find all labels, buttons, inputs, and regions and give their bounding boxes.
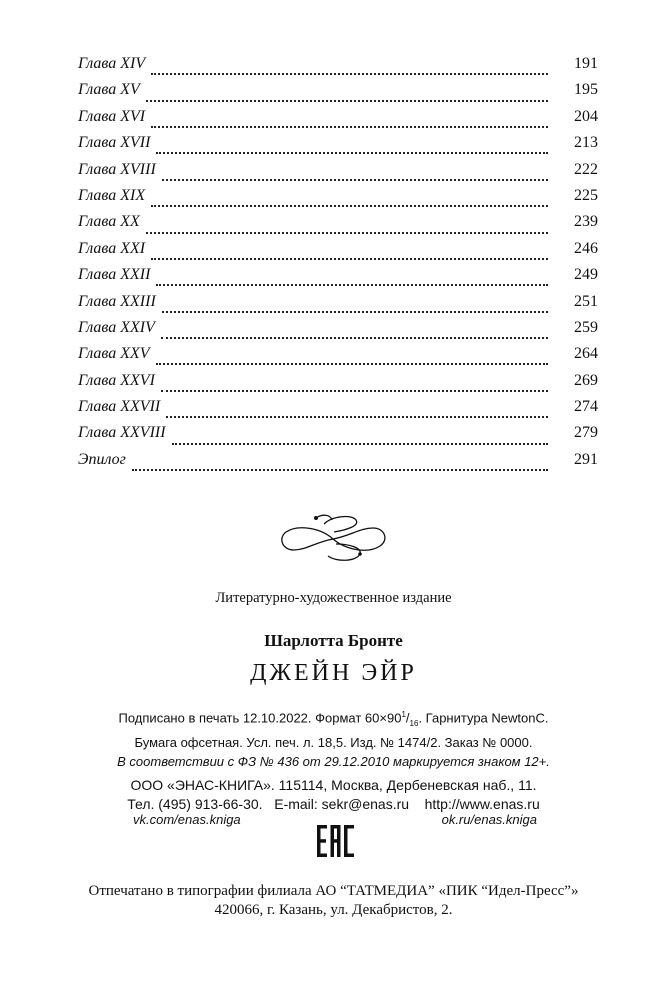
toc-entry-title: Глава XIV (78, 55, 146, 72)
toc-leader-dots (151, 205, 548, 207)
toc-entry-page: 222 (574, 160, 598, 178)
toc-entry-title: Глава XX (78, 213, 140, 231)
toc-leader-dots (161, 337, 548, 339)
toc-entry[interactable] (78, 240, 598, 266)
toc-entry-title: Глава XXII (78, 266, 151, 284)
toc-leader-dots (146, 232, 548, 234)
toc-entry[interactable] (78, 134, 598, 160)
toc-leader-dots (166, 416, 548, 418)
toc-entry-title: Глава XXIV (78, 318, 155, 336)
toc-entry[interactable] (78, 451, 598, 477)
toc-entry-page: 239 (574, 213, 598, 231)
toc-entry-title: Глава XVI (78, 107, 146, 125)
flourish-ornament-icon (276, 510, 391, 568)
toc-entry[interactable] (78, 161, 598, 187)
toc-entry-page: 269 (574, 371, 598, 389)
book-title: ДЖЕЙН ЭЙР (250, 660, 417, 686)
book-author: Шарлотта Бронте (264, 631, 403, 650)
toc-entry-page: 246 (574, 239, 598, 257)
publisher-contacts: Тел. (495) 913-66-30. E-mail: sekr@enas.ru http://www.enas.ru (127, 796, 540, 812)
toc-entry-page: 279 (574, 424, 598, 442)
toc-entry[interactable] (78, 55, 598, 81)
eac-mark-icon (317, 825, 354, 857)
toc-entry[interactable] (78, 81, 598, 107)
toc-entry-page: 204 (574, 107, 598, 125)
toc-entry-page: 259 (574, 318, 598, 336)
imprint-line-2: Бумага офсетная. Усл. печ. л. 18,5. Изд. № 1474/2. Заказ № 0000. (134, 734, 533, 750)
toc-leader-dots (162, 311, 548, 313)
toc-entry[interactable] (78, 266, 598, 292)
printer-address: 420066, г. Казань, ул. Декабристов, 2. (214, 902, 453, 918)
imprint-line-1: Подписано в печать 12.10.2022. Формат $60\times 90^1/_{16}$. Гарнитура NewtonC. (118, 710, 549, 728)
toc-entry[interactable] (78, 345, 598, 371)
printer-block (0, 882, 667, 920)
imprint-block (0, 705, 667, 771)
toc-entry-page: 291 (574, 450, 598, 468)
publisher-block (0, 776, 667, 814)
toc-leader-dots (151, 258, 548, 260)
toc-entry-title: Глава XXV (78, 345, 150, 363)
vk-link[interactable]: vk.com/enas.kniga (133, 812, 241, 827)
toc-leader-dots (156, 152, 548, 154)
toc-entry[interactable] (78, 213, 598, 239)
ok-link[interactable]: ok.ru/enas.kniga (441, 812, 537, 827)
toc-entry-page: 274 (574, 398, 598, 416)
toc-entry[interactable] (78, 293, 598, 319)
toc-leader-dots (151, 73, 548, 75)
toc-entry-title: Глава XXI (78, 239, 146, 257)
toc-entry-title: Глава XV (78, 81, 140, 99)
toc-entry[interactable] (78, 424, 598, 450)
toc-entry-title: Глава XVII (78, 134, 151, 152)
table-of-contents (78, 55, 598, 477)
toc-leader-dots (132, 469, 548, 471)
book-genre: Литературно-художественное издание (215, 590, 452, 606)
toc-entry-title: Глава XXVI (78, 371, 155, 389)
toc-entry[interactable] (78, 108, 598, 134)
toc-entry-title: Глава XXIII (78, 292, 156, 310)
toc-entry[interactable] (78, 187, 598, 213)
toc-entry-page: 264 (574, 345, 598, 363)
toc-entry-page: 195 (574, 81, 598, 99)
toc-entry-page: 213 (574, 134, 598, 152)
toc-leader-dots (162, 179, 548, 181)
toc-entry[interactable] (78, 372, 598, 398)
toc-leader-dots (156, 284, 548, 286)
toc-entry-title: Глава XXVII (78, 398, 161, 416)
social-links (133, 812, 537, 858)
toc-leader-dots (156, 363, 548, 365)
toc-entry[interactable] (78, 398, 598, 424)
toc-entry-title: Глава XXVIII (78, 424, 166, 442)
toc-entry-page: 251 (574, 292, 598, 310)
toc-leader-dots (172, 443, 548, 445)
toc-entry-title: Эпилог (78, 450, 126, 468)
toc-leader-dots (151, 126, 548, 128)
toc-entry-page: 225 (574, 186, 598, 204)
printer-name: Отпечатано в типографии филиала АО “ТАТМЕДИА” «ПИК “Идел-Пресс”» (88, 883, 579, 899)
toc-entry-title: Глава XVIII (78, 160, 156, 178)
toc-entry-title: Глава XIX (78, 186, 146, 204)
toc-entry-page: 191 (574, 55, 598, 72)
age-rating-notice: В соответствии с ФЗ № 436 от 29.12.2010 маркируется знаком 12+. (117, 753, 550, 769)
toc-entry[interactable] (78, 319, 598, 345)
toc-entry-page: 249 (574, 266, 598, 284)
toc-leader-dots (161, 390, 548, 392)
publisher-address: ООО «ЭНАС-КНИГА». 115114, Москва, Дербеневская наб., 11. (130, 777, 537, 793)
toc-leader-dots (146, 100, 548, 102)
